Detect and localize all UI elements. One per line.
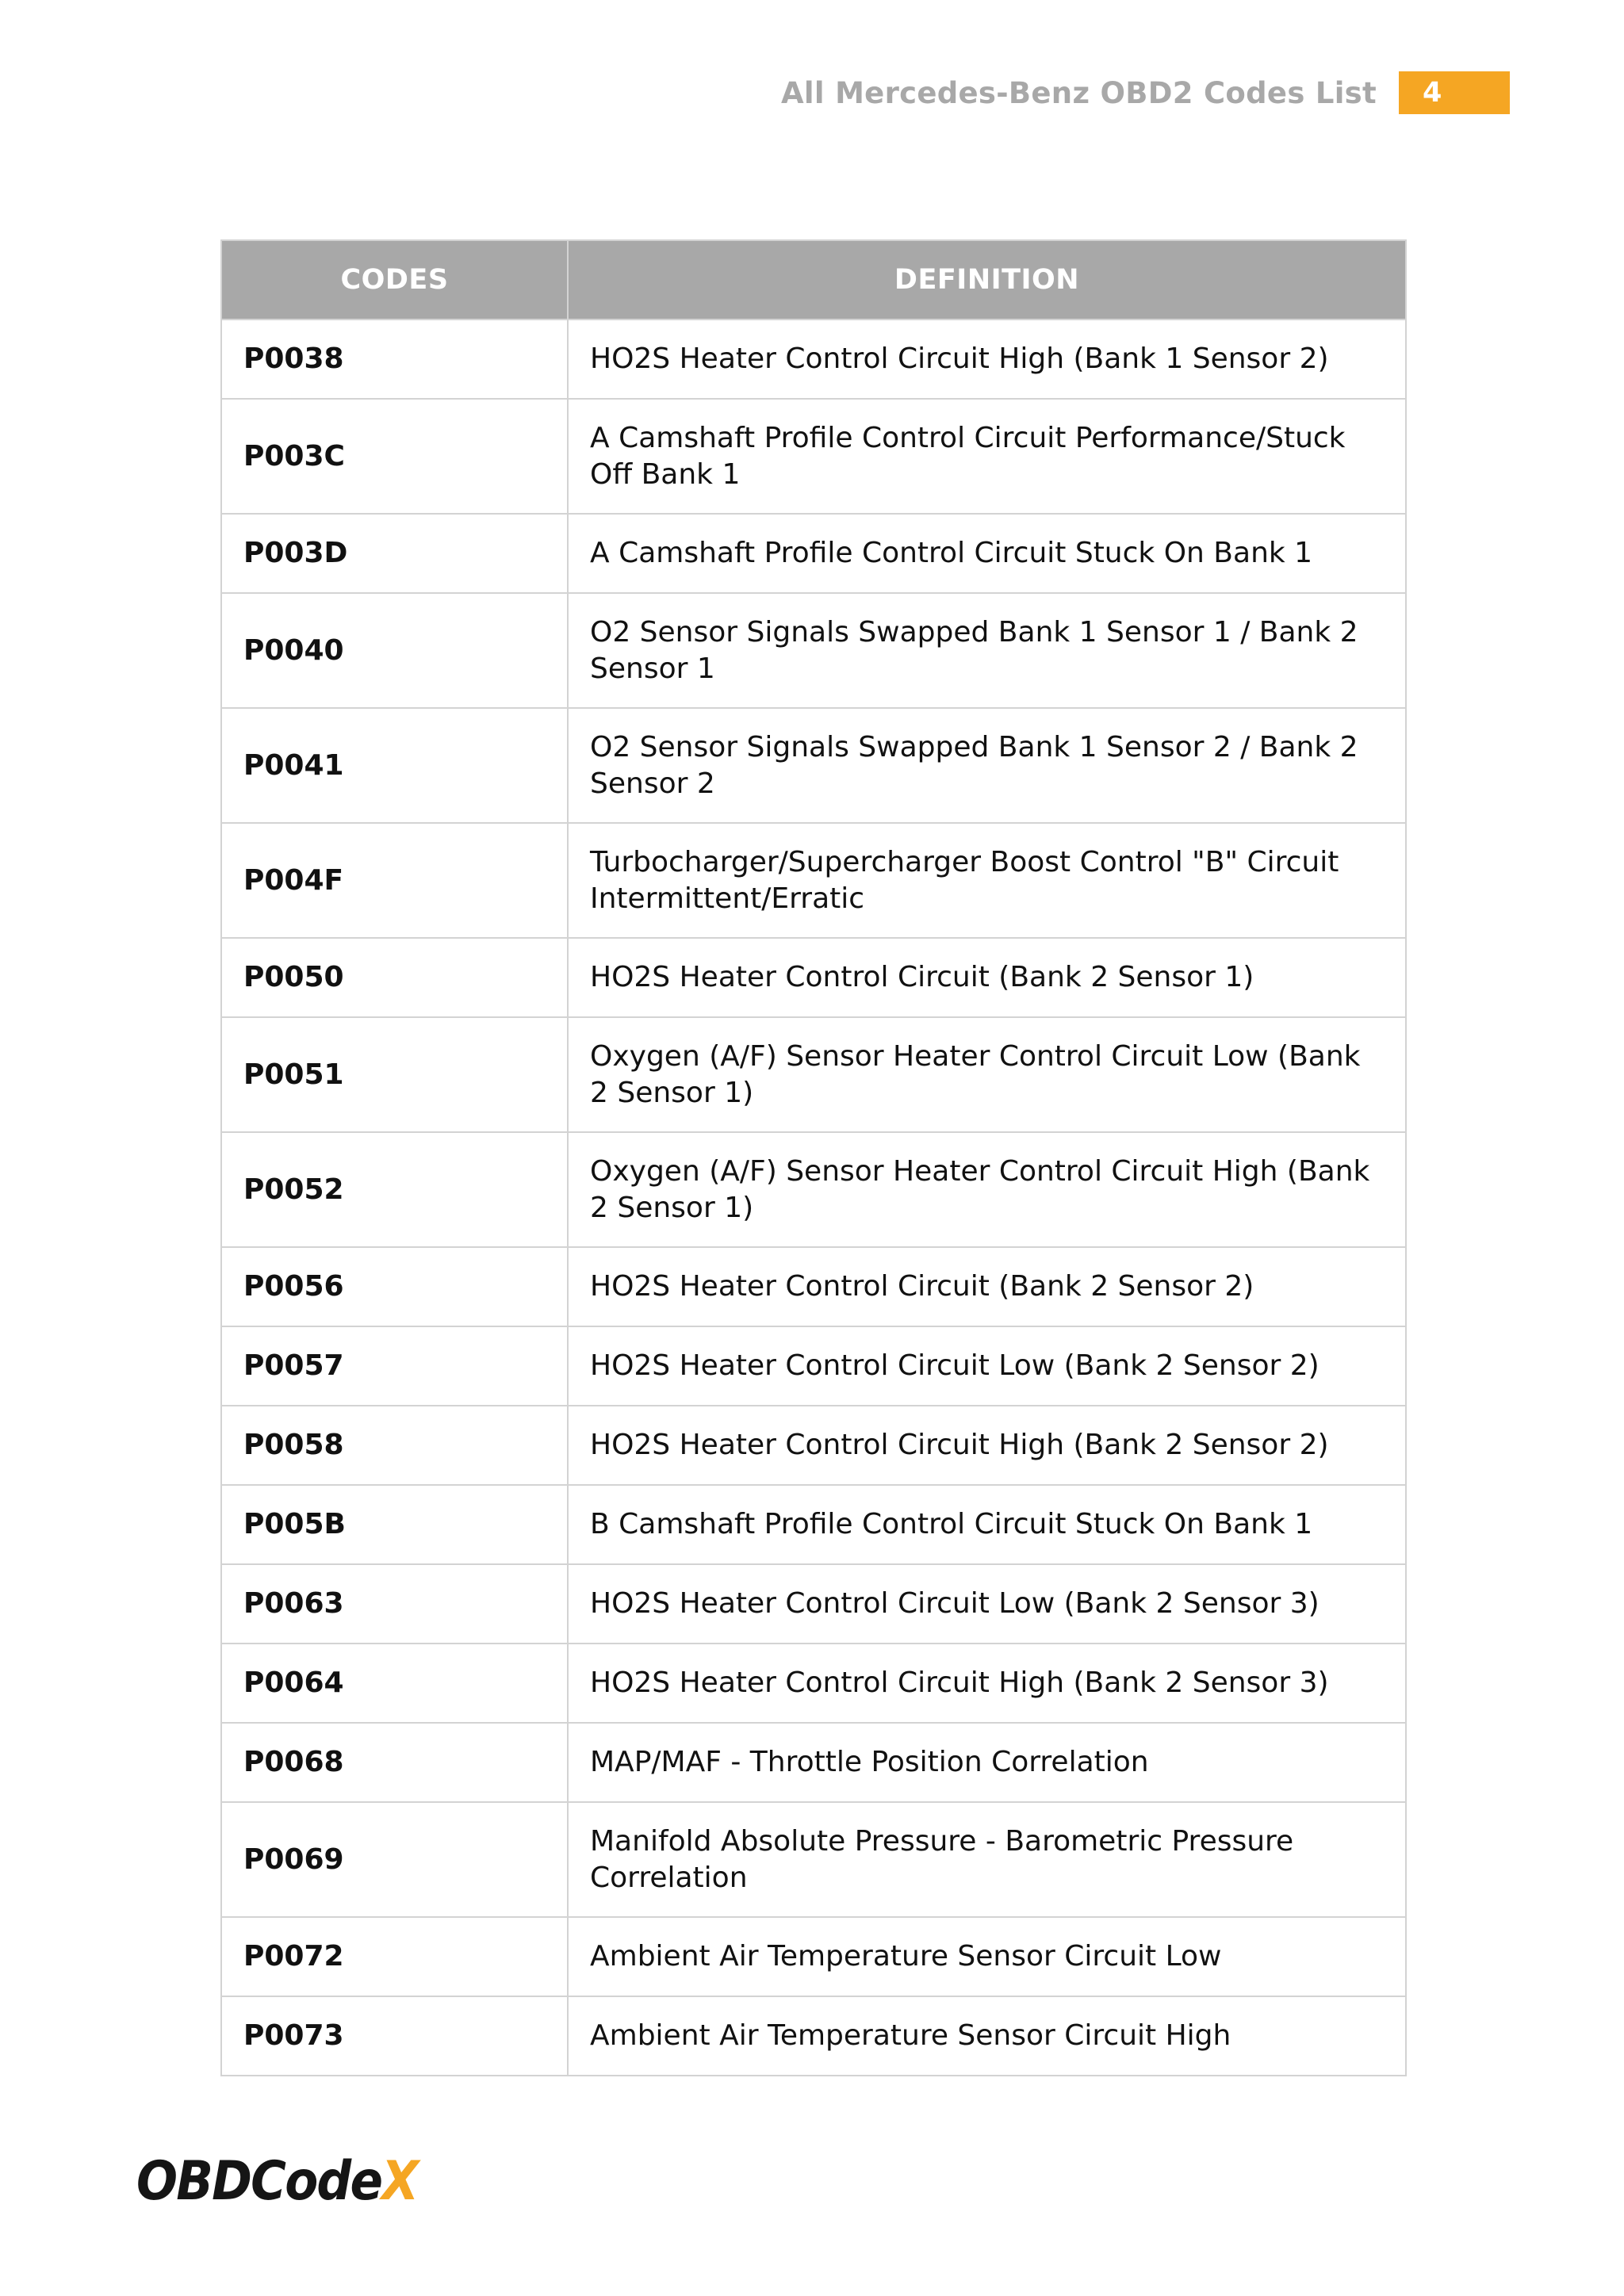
page-header [0, 71, 1510, 114]
table-row [221, 593, 1406, 708]
codes-table [220, 239, 1407, 2076]
table-row [221, 399, 1406, 514]
code-cell: P003D [221, 514, 568, 593]
code-cell: P0073 [221, 1996, 568, 2076]
definition-cell: HO2S Heater Control Circuit (Bank 2 Sensor 2) [568, 1247, 1406, 1326]
table-row [221, 823, 1406, 938]
definition-cell: HO2S Heater Control Circuit Low (Bank 2 Sensor 3) [568, 1564, 1406, 1644]
table-row [221, 1996, 1406, 2076]
definition-cell: HO2S Heater Control Circuit Low (Bank 2 Sensor 2) [568, 1326, 1406, 1406]
table-row [221, 1132, 1406, 1247]
code-cell: P0064 [221, 1644, 568, 1723]
definition-cell: A Camshaft Profile Control Circuit Stuck On Bank 1 [568, 514, 1406, 593]
definition-cell: HO2S Heater Control Circuit High (Bank 1 Sensor 2) [568, 320, 1406, 399]
logo-wordmark: OBDCode [136, 2150, 382, 2213]
definition-cell: Ambient Air Temperature Sensor Circuit Low [568, 1917, 1406, 1996]
table-row [221, 1326, 1406, 1406]
table-row [221, 1017, 1406, 1132]
code-cell: P0041 [221, 708, 568, 823]
logo-accent-letter: X [381, 2150, 418, 2213]
table-row [221, 1917, 1406, 1996]
definition-cell: MAP/MAF - Throttle Position Correlation [568, 1723, 1406, 1802]
definition-cell: Oxygen (A/F) Sensor Heater Control Circuit Low (Bank 2 Sensor 1) [568, 1017, 1406, 1132]
page-number-badge: 4 [1399, 71, 1510, 114]
code-cell: P0050 [221, 938, 568, 1017]
code-cell: P0058 [221, 1406, 568, 1485]
definition-cell: Manifold Absolute Pressure - Barometric Pressure Correlation [568, 1802, 1406, 1917]
code-cell: P003C [221, 399, 568, 514]
code-cell: P0057 [221, 1326, 568, 1406]
column-header-codes: CODES [221, 240, 568, 320]
table-row [221, 938, 1406, 1017]
document-title: All Mercedes-Benz OBD2 Codes List [780, 75, 1377, 110]
code-cell: P0063 [221, 1564, 568, 1644]
code-cell: P0051 [221, 1017, 568, 1132]
code-cell: P004F [221, 823, 568, 938]
table-header-row [221, 240, 1406, 320]
definition-cell: O2 Sensor Signals Swapped Bank 1 Sensor 1 / Bank 2 Sensor 1 [568, 593, 1406, 708]
code-cell: P0072 [221, 1917, 568, 1996]
code-cell: P0052 [221, 1132, 568, 1247]
table-row [221, 1406, 1406, 1485]
definition-cell: Oxygen (A/F) Sensor Heater Control Circuit High (Bank 2 Sensor 1) [568, 1132, 1406, 1247]
obdcodex-logo [136, 2150, 418, 2214]
definition-cell: B Camshaft Profile Control Circuit Stuck On Bank 1 [568, 1485, 1406, 1564]
definition-cell: A Camshaft Profile Control Circuit Performance/Stuck Off Bank 1 [568, 399, 1406, 514]
definition-cell: Ambient Air Temperature Sensor Circuit High [568, 1996, 1406, 2076]
table-row [221, 514, 1406, 593]
table-row [221, 1802, 1406, 1917]
table-row [221, 1564, 1406, 1644]
definition-cell: HO2S Heater Control Circuit High (Bank 2 Sensor 3) [568, 1644, 1406, 1723]
definition-cell: HO2S Heater Control Circuit (Bank 2 Sensor 1) [568, 938, 1406, 1017]
code-cell: P0068 [221, 1723, 568, 1802]
code-cell: P005B [221, 1485, 568, 1564]
table-row [221, 320, 1406, 399]
table-row [221, 1247, 1406, 1326]
code-cell: P0069 [221, 1802, 568, 1917]
table-row [221, 1485, 1406, 1564]
table-row [221, 1644, 1406, 1723]
definition-cell: HO2S Heater Control Circuit High (Bank 2 Sensor 2) [568, 1406, 1406, 1485]
table-row [221, 708, 1406, 823]
definition-cell: O2 Sensor Signals Swapped Bank 1 Sensor 2 / Bank 2 Sensor 2 [568, 708, 1406, 823]
code-cell: P0038 [221, 320, 568, 399]
definition-cell: Turbocharger/Supercharger Boost Control "B" Circuit Intermittent/Erratic [568, 823, 1406, 938]
column-header-definition: DEFINITION [568, 240, 1406, 320]
code-cell: P0056 [221, 1247, 568, 1326]
code-cell: P0040 [221, 593, 568, 708]
table-row [221, 1723, 1406, 1802]
